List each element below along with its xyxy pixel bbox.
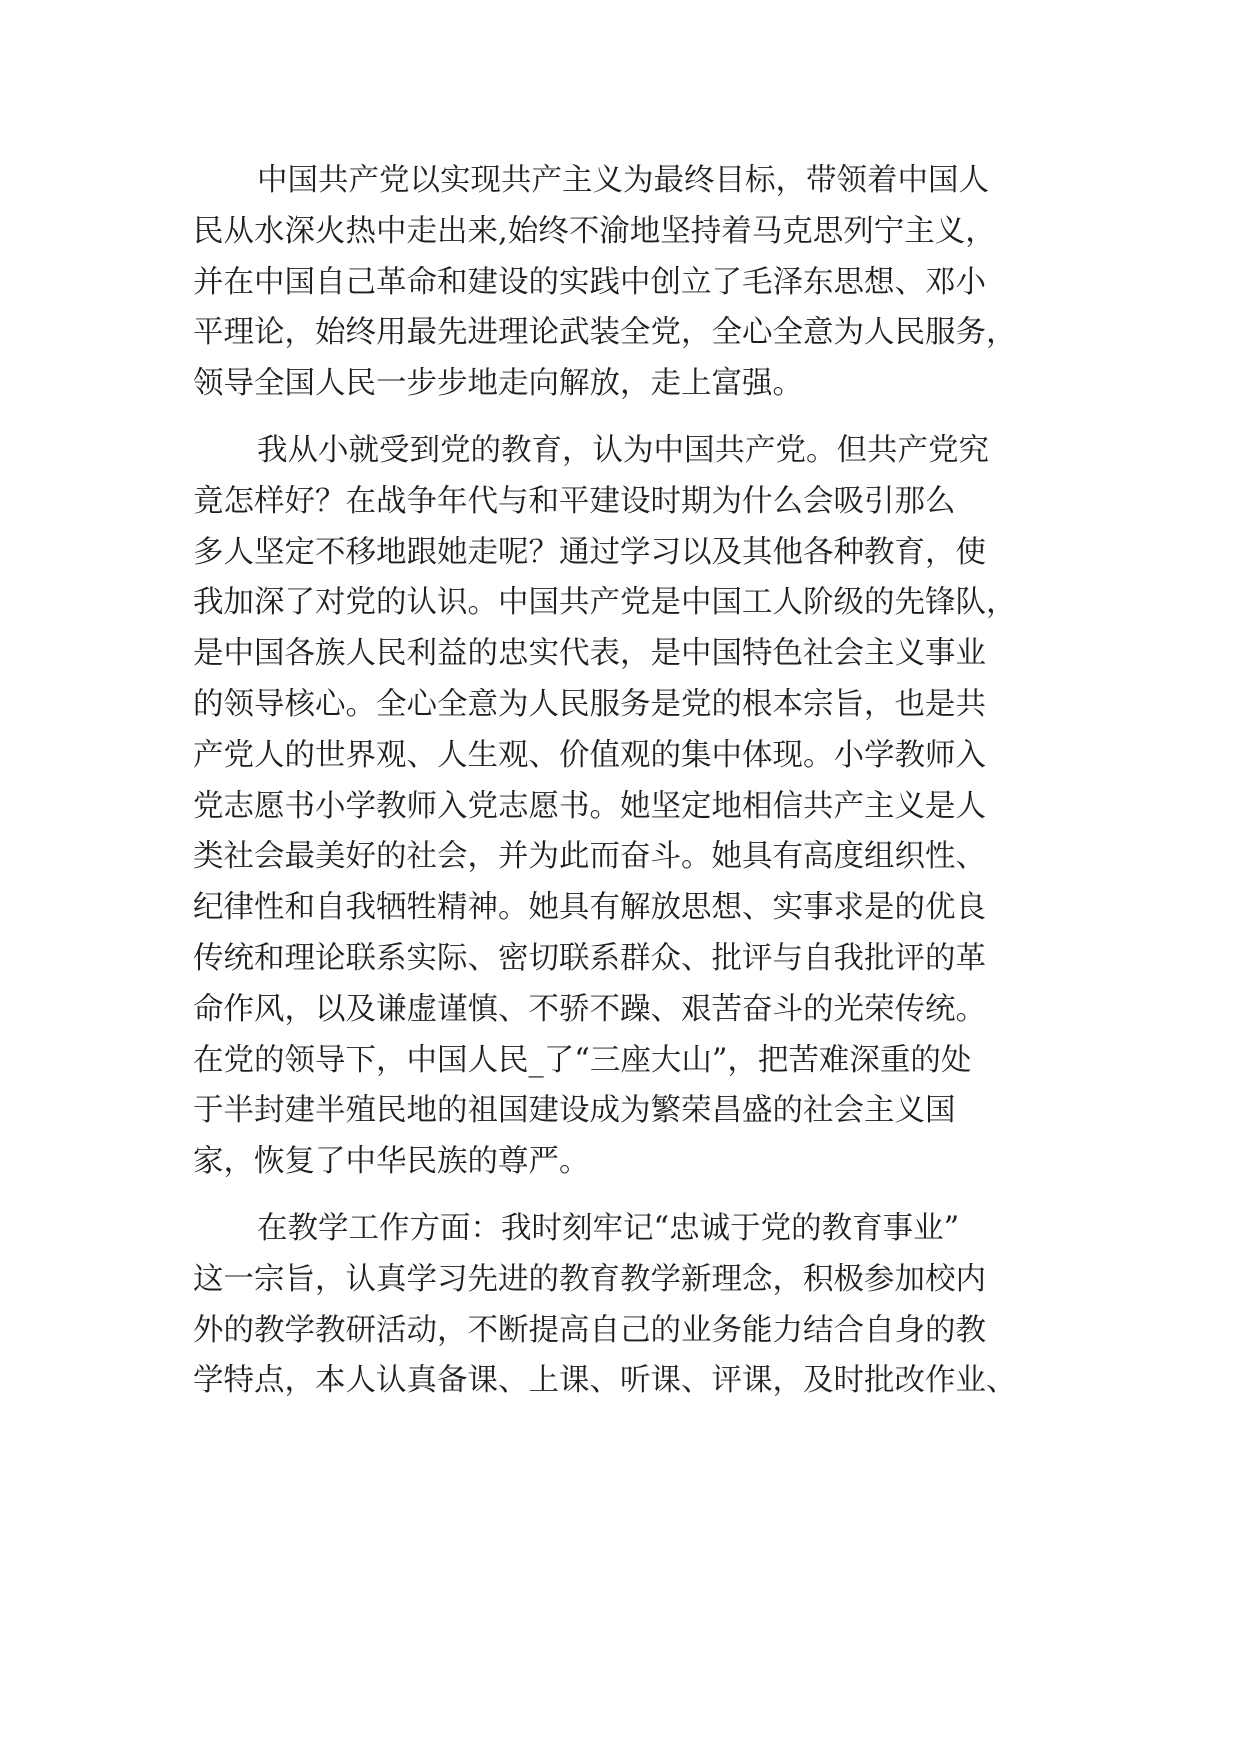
paragraph-line: 我加深了对党的认识。中国共产党是中国工人阶级的先锋队， xyxy=(193,585,1017,621)
paragraph-1 xyxy=(193,156,1083,410)
paragraph-line: 竟怎样好？在战争年代与和平建设时期为什么会吸引那么 xyxy=(193,483,956,519)
paragraph-line: 在党的领导下，中国人民_了“三座大山”，把苦难深重的处 xyxy=(193,1042,972,1078)
paragraph-line: 我从小就受到党的教育，认为中国共产党。但共产党究 xyxy=(257,432,989,468)
paragraph-line: 的领导核心。全心全意为人民服务是党的根本宗旨，也是共 xyxy=(193,686,986,722)
paragraph-line: 于半封建半殖民地的祖国建设成为繁荣昌盛的社会主义国 xyxy=(193,1093,956,1129)
paragraph-line: 学特点，本人认真备课、上课、听课、评课，及时批改作业、 xyxy=(193,1363,1017,1399)
paragraph-line: 中国共产党以实现共产主义为最终目标，带领着中国人 xyxy=(257,163,989,198)
paragraph-line: 家，恢复了中华民族的尊严。 xyxy=(193,1144,590,1180)
paragraph-line: 命作风，以及谦虚谨慎、不骄不躁、艰苦奋斗的光荣传统。 xyxy=(193,991,986,1027)
paragraph-line: 在教学工作方面：我时刻牢记“忠诚于党的教育事业” xyxy=(257,1210,960,1246)
paragraph-line: 多人坚定不移地跟她走呢？通过学习以及其他各种教育，使 xyxy=(193,534,986,570)
paragraph-line: 并在中国自己革命和建设的实践中创立了毛泽东思想、邓小 xyxy=(193,264,986,300)
paragraph-line: 纪律性和自我牺牲精神。她具有解放思想、实事求是的优良 xyxy=(193,890,986,926)
paragraph-line: 这一宗旨，认真学习先进的教育教学新理念，积极参加校内 xyxy=(193,1261,986,1297)
document-body xyxy=(193,156,1083,1407)
paragraph-2 xyxy=(193,426,1083,1188)
paragraph-line: 民从水深火热中走出来,始终不渝地坚持着马克思列宁主义， xyxy=(193,213,996,249)
paragraph-line: 领导全国人民一步步地走向解放，走上富强。 xyxy=(193,366,803,402)
paragraph-line: 类社会最美好的社会，并为此而奋斗。她具有高度组织性、 xyxy=(193,839,986,875)
paragraph-line: 传统和理论联系实际、密切联系群众、批评与自我批评的革 xyxy=(193,940,986,976)
paragraph-line: 产党人的世界观、人生观、价值观的集中体现。小学教师入 xyxy=(193,737,986,773)
paragraph-line: 是中国各族人民利益的忠实代表，是中国特色社会主义事业 xyxy=(193,636,986,672)
paragraph-line: 外的教学教研活动，不断提高自己的业务能力结合自身的教 xyxy=(193,1312,986,1348)
paragraph-line: 平理论，始终用最先进理论武装全党，全心全意为人民服务， xyxy=(193,315,1017,351)
paragraph-3 xyxy=(193,1204,1083,1407)
paragraph-line: 党志愿书小学教师入党志愿书。她坚定地相信共产主义是人 xyxy=(193,788,986,824)
